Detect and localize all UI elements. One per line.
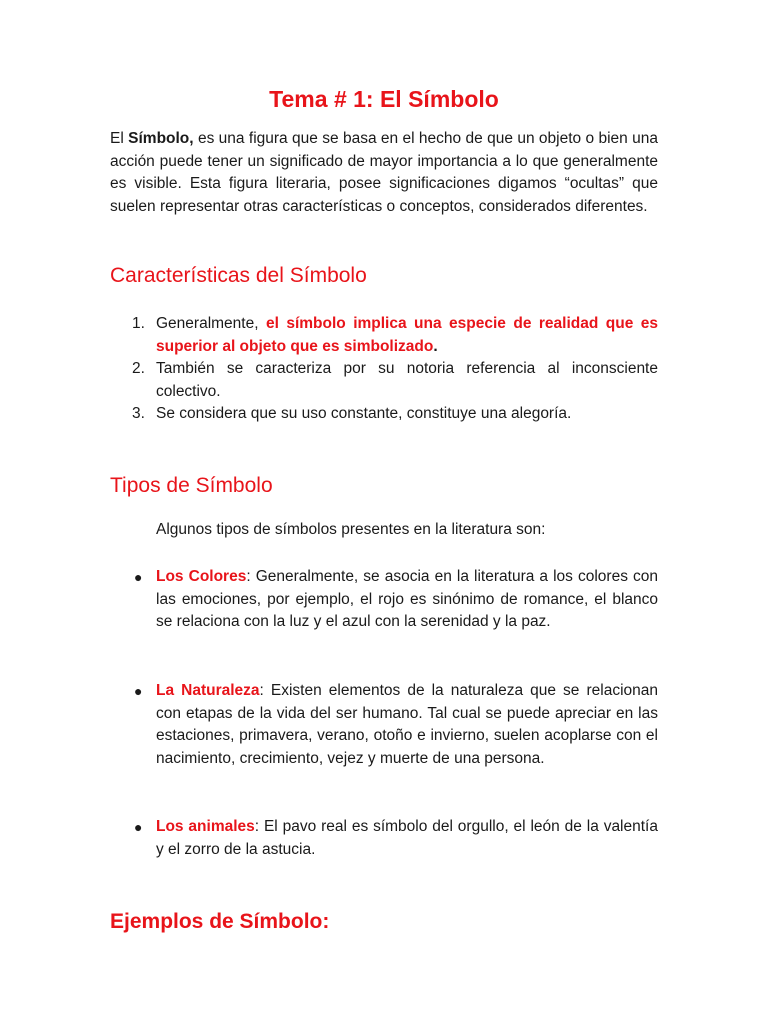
intro-term: Símbolo, [128, 130, 194, 147]
bullet-term: Los Colores [156, 568, 247, 585]
bullet-dot-icon: ● [134, 683, 143, 699]
list-item [110, 403, 658, 426]
types-lead-text: Algunos tipos de símbolos presentes en la literatura son: [156, 521, 546, 538]
list-item-highlight: el símbolo implica una especie de realidad que es superior al objeto que es simbolizado [156, 315, 658, 355]
list-number: 3. [132, 405, 145, 422]
list-item-text: También se caracteriza por su notoria referencia al inconsciente colectivo. [156, 360, 658, 400]
bullet-item-naturaleza [110, 680, 658, 770]
bullet-item-animales [110, 816, 658, 861]
intro-text: es una figura que se basa en el hecho de que un objeto o bien una acción puede tener un significado de mayor importancia a lo que generalmente es visible. Esta figura literaria, posee significaciones digamos “ocultas” que suelen representar otras características o conceptos, considerados diferentes. [110, 130, 658, 215]
bullet-description: : Generalmente, se asocia en la literatura a los colores con las emociones, por ejemplo, el rojo es sinónimo de romance, el blanco se relaciona con la luz y el azul con la serenidad y la paz. [156, 568, 659, 630]
bullet-term: Los animales [156, 818, 255, 835]
list-number: 1. [132, 315, 145, 332]
section-heading-caracteristicas: Características del Símbolo [110, 264, 367, 287]
list-number: 2. [132, 360, 145, 377]
bullet-dot-icon: ● [134, 819, 143, 835]
bullet-text [156, 680, 658, 770]
list-item [110, 358, 658, 403]
bullet-text [156, 816, 658, 861]
characteristics-list [110, 313, 658, 426]
list-item-text: Se considera que su uso constante, constituye una alegoría. [156, 405, 572, 422]
list-item [110, 313, 658, 358]
page-title: Tema # 1: El Símbolo [269, 86, 499, 112]
bullet-term: La Naturaleza [156, 682, 260, 699]
bullet-text [156, 566, 658, 634]
list-item-text: Generalmente, [156, 315, 266, 332]
intro-paragraph [110, 128, 658, 218]
section-heading-tipos: Tipos de Símbolo [110, 474, 273, 497]
intro-prefix: El [110, 130, 129, 147]
list-item-punctuation: . [433, 337, 438, 355]
bullet-dot-icon: ● [134, 569, 143, 585]
bullet-item-colores [110, 566, 658, 634]
bullet-description: : Existen elementos de la naturaleza que se relacionan con etapas de la vida del ser humano. Tal cual se puede apreciar en las estaciones, primavera, verano, otoño e invierno, suelen acoplarse con el nacimiento, crecimiento, vejez y muerte de una persona. [156, 682, 658, 767]
section-heading-ejemplos: Ejemplos de Símbolo: [110, 910, 330, 933]
bullet-description: : El pavo real es símbolo del orgullo, el león de la valentía y el zorro de la astucia. [156, 818, 658, 858]
